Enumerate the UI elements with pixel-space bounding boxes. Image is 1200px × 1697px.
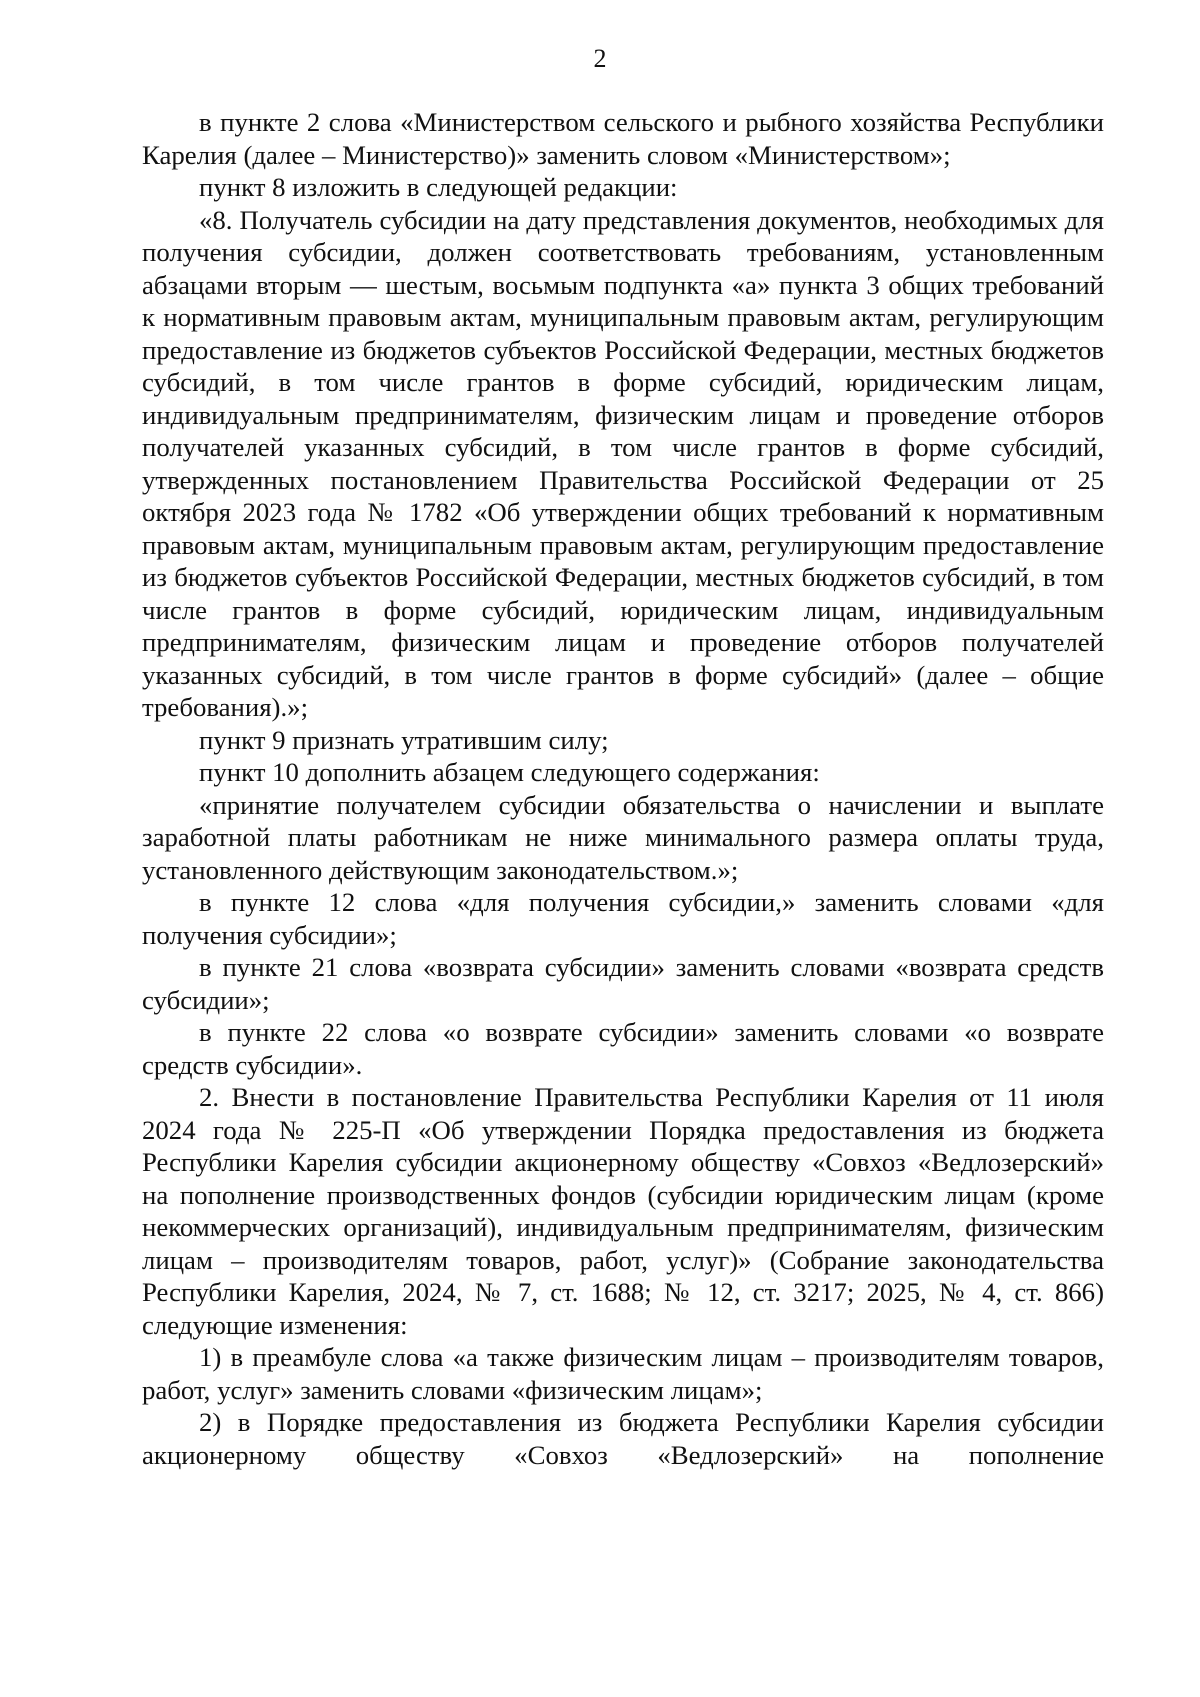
paragraph-section-2: 2. Внести в постановление Правительства Республики Карелия от 11 июля 2024 года № 225-П «Об утверждении Порядка предоставления из бюджета Республики Карелия субсидии акционерному обществу «Совхоз «Ведлозерский» на пополнение производственных фондов (субсидии юридическим лицам (кроме некоммерческих организаций), индивидуальным предпринимателям, физическим лицам – производителям товаров, работ, услуг)» (Собрание законодательства Республики Карелия, 2024, № 7, ст. 1688; № 12, ст. 3217; 2025, № 4, ст. 866) следующие изменения:	[142, 1082, 1104, 1340]
paragraph-point-22: в пункте 22 слова «о возврате субсидии» заменить словами «о возврате средств субсидии».	[142, 1017, 1104, 1080]
paragraph-item-1-preamble: 1) в преамбуле слова «а также физическим лицам – производителям товаров, работ, услуг» заменить словами «физическим лицам»;	[142, 1342, 1104, 1405]
paragraph-point-8-intro: пункт 8 изложить в следующей редакции:	[199, 172, 678, 202]
page-number: 2	[593, 44, 607, 73]
document-body	[142, 106, 1104, 1471]
paragraph-point-8-text: «8. Получатель субсидии на дату представления документов, необходимых для получения субсидии, должен соответствовать требованиям, установленным абзацами вторым — шестым, восьмым подпункта «а» пункта 3 общих требований к нормативным правовым актам, муниципальным правовым актам, регулирующим предоставление из бюджетов субъектов Российской Федерации, местных бюджетов субсидий, в том числе грантов в форме субсидий, юридическим лицам, индивидуальным предпринимателям, физическим лицам и проведение отборов получателей указанных субсидий, в том числе грантов в форме субсидий, утвержденных постановлением Правительства Российской Федерации от 25 октября 2023 года № 1782 «Об утверждении общих требований к нормативным правовым актам, муниципальным правовым актам, регулирующим предоставление из бюджетов субъектов Российской Федерации, местных бюджетов субсидий, в том числе грантов в форме субсидий, юридическим лицам, индивидуальным предпринимателям, физическим лицам и проведение отборов получателей указанных субсидий, в том числе грантов в форме субсидий» (далее – общие требования).»;	[142, 204, 1104, 722]
paragraph-point-21: в пункте 21 слова «возврата субсидии» заменить словами «возврата средств субсидии»;	[142, 952, 1104, 1015]
paragraph-point-10-text: «принятие получателем субсидии обязательства о начислении и выплате заработной платы работникам не ниже минимального размера оплаты труда, установленного действующим законодательством.»;	[142, 789, 1104, 885]
paragraph-point-2-replacement: в пункте 2 слова «Министерством сельского и рыбного хозяйства Республики Карелия (далее – Министерство)» заменить словом «Министерством»;	[142, 107, 1104, 170]
paragraph-item-2-procedure: 2) в Порядке предоставления из бюджета Республики Карелия субсидии акционерному обществу «Совхоз «Ведлозерский» на пополнение	[142, 1407, 1104, 1470]
paragraph-point-9: пункт 9 признать утратившим силу;	[199, 724, 609, 755]
paragraph-point-10-intro: пункт 10 дополнить абзацем следующего содержания:	[199, 757, 820, 787]
paragraph-point-12: в пункте 12 слова «для получения субсидии,» заменить словами «для получения субсидии»;	[142, 887, 1104, 950]
